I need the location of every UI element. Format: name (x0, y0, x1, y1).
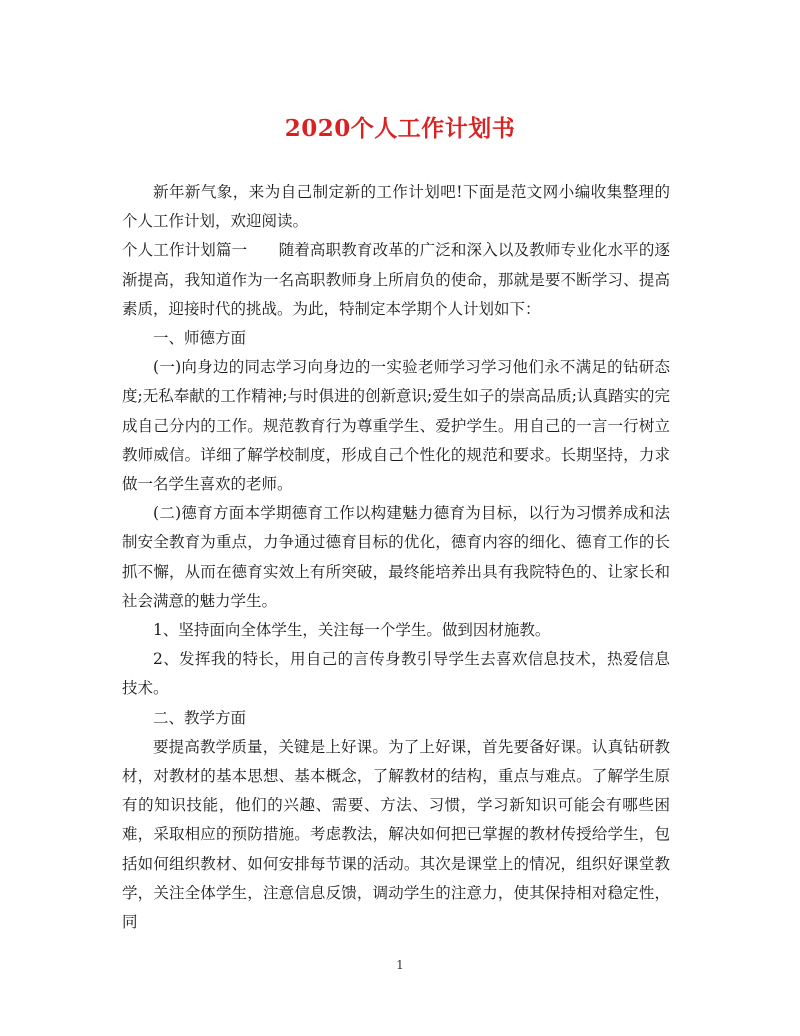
page-number: 1 (396, 958, 404, 972)
section-heading-ethics: 一、师德方面 (153, 329, 247, 348)
teaching-paragraph: 要提高教学质量，关键是上好课。为了上好课，首先要备好课。认真钻研教材，对教材的基本思想、基本概念，了解教材的结构，重点与难点。了解学生原有的知识技能，他们的兴趣、需要、方法、习惯，学习新知识可能会有哪些困难，采取相应的预防措施。考虑教法，解决如何把已掌握的教材传授给学生，包括如何组织教材、如何安排每节课的活动。其次是课堂上的情况，组织好课堂教学，关注全体学生，注意信息反馈，调动学生的注意力，使其保持相对稳定性，同 (122, 737, 670, 932)
section-heading-teaching: 二、教学方面 (153, 708, 247, 727)
list-item-1: 1、坚持面向全体学生，关注每一个学生。做到因材施教。 (153, 621, 551, 640)
plan-intro-paragraph: 个人工作计划篇一 随着高职教育改革的广泛和深入以及教师专业化水平的逐渐提高，我知道作为一名高职教师身上所肩负的使命，那就是要不断学习、提高素质，迎接时代的挑战。为此，特制定本学期个人计划如下： (122, 241, 670, 318)
document-title: 2020个人工作计划书 (284, 115, 516, 142)
ethics-item-1-paragraph: (一)向身边的同志学习向身边的一实验老师学习学习他们永不满足的钻研态度;无私奉献的工作精神;与时俱进的创新意识;爱生如子的崇高品质;认真踏实的完成自己分内的工作。规范教育行为尊重学生、爱护学生。用自己的一言一行树立教师威信。详细了解学校制度，形成自己个性化的规范和要求。长期坚持，力求做一名学生喜欢的老师。 (122, 358, 670, 494)
document-body (122, 178, 670, 937)
intro-paragraph: 新年新气象，来为自己制定新的工作计划吧!下面是范文网小编收集整理的个人工作计划，欢迎阅读。 (122, 183, 670, 231)
ethics-item-2-paragraph: (二)德育方面本学期德育工作以构建魅力德育为目标，以行为习惯养成和法制安全教育为重点，力争通过德育目标的优化，德育内容的细化、德育工作的长抓不懈，从而在德育实效上有所突破，最终能培养出具有我院特色的、让家长和社会满意的魅力学生。 (122, 504, 670, 610)
list-item-2: 2、发挥我的特长，用自己的言传身教引导学生去喜欢信息技术，热爱信息技术。 (122, 650, 670, 698)
